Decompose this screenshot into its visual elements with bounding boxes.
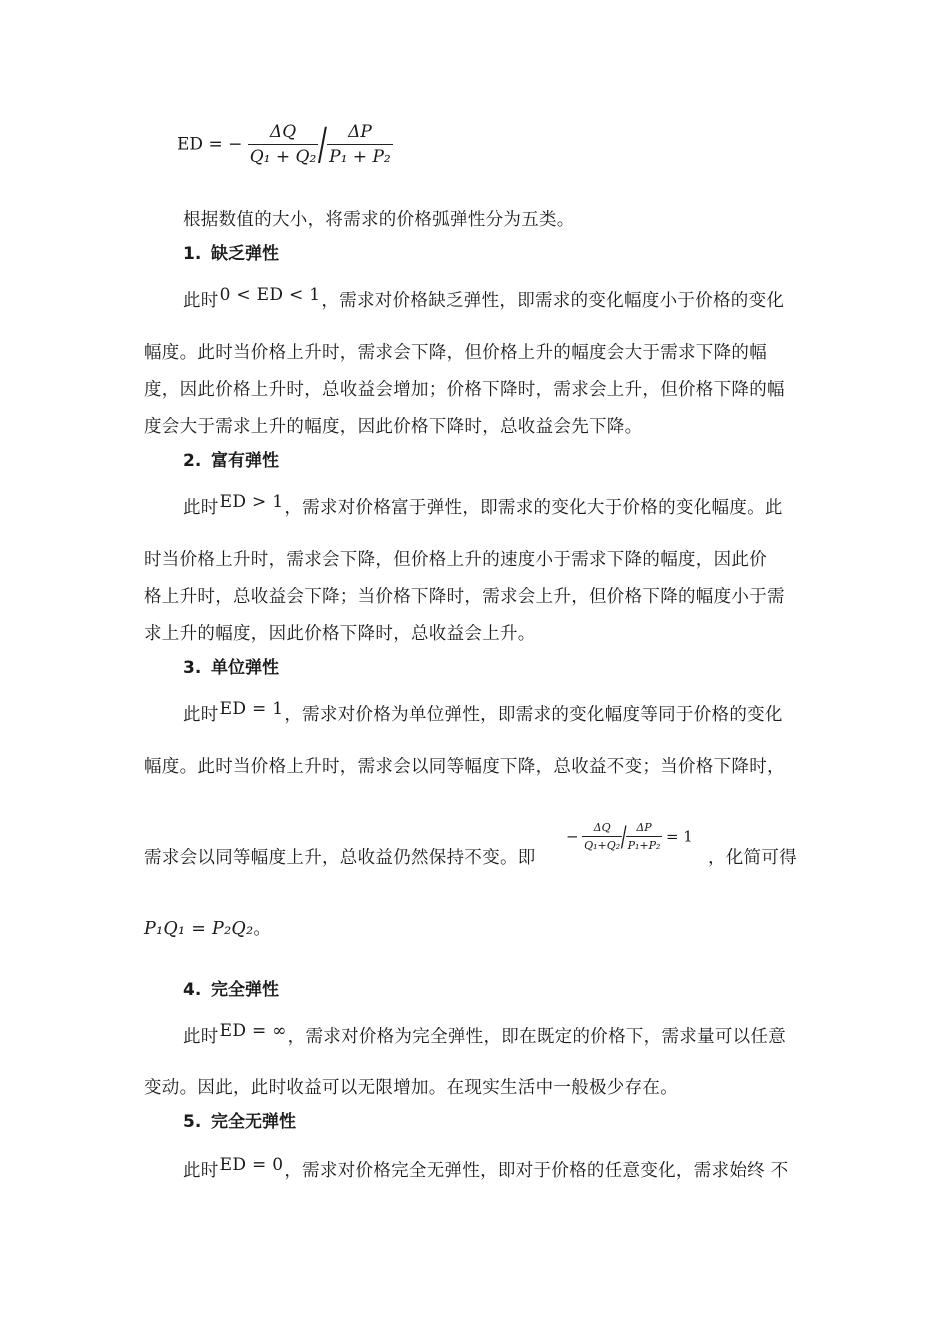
condition-math: ED > 1 [219,492,284,512]
section-4-line-2: 变动。因此，此时收益可以无限增加。在现实生活中一般极少存在。 [144,1078,678,1098]
section-heading-5: 5. 完全无弹性 [183,1112,296,1132]
condition-math: ED = 1 [219,699,284,719]
formula-fraction-1: $\frac{\Delta Q}{\text{Q₁ + Q₂}}$ [249,122,317,167]
section-3-line-3-tail: ，化简可得 [708,848,797,868]
section-3-result: P₁Q₁ = P₂Q₂。 [144,919,272,939]
condition-math: ED = ∞ [219,1021,287,1041]
section-heading-3: 3. 单位弹性 [183,658,279,678]
formula-fraction-2: $\frac{\Delta P}{\text{P₁ + P₂}}$ [329,122,391,167]
section-2-line-1: 此时ED > 1，需求对价格富于弹性，即需求的变化大于价格的变化幅度。此 [183,492,783,518]
section-3-line-1: 此时ED = 1，需求对价格为单位弹性，即需求的变化幅度等同于价格的变化 [183,699,783,725]
intro-paragraph: 根据数值的大小，将需求的价格弧弹性分为五类。 [183,210,575,230]
section-heading-4: 4. 完全弹性 [183,980,279,1000]
formula-lhs: ED = − [177,134,243,155]
section-heading-2: 2. 富有弹性 [183,451,279,471]
section-2-line-4: 求上升的幅度，因此价格下降时，总收益会上升。 [144,624,536,644]
section-1-line-3: 度，因此价格上升时，总收益会增加；价格下降时，需求会上升，但价格下降的幅 [144,380,785,400]
formula-slash: / [318,118,328,170]
unit-elasticity-formula: − $\frac{\Delta Q}{\text{Q₁+Q₂}}$ / $\frac{\Delta P}{\text{P₁+P₂}}$ = 1 [566,819,693,853]
section-5-line-1: 此时ED = 0，需求对价格完全无弹性，即对于价格的任意变化，需求始终 不 [183,1155,789,1181]
section-3-line-3: 需求会以同等幅度上升，总收益仍然保持不变。即 [144,848,536,868]
main-formula [177,118,393,170]
section-1-line-4: 度会大于需求上升的幅度，因此价格下降时，总收益会先下降。 [144,417,643,437]
section-3-line-2: 幅度。此时当价格上升时，需求会以同等幅度下降，总收益不变；当价格下降时， [144,757,785,777]
section-2-line-2: 时当价格上升时，需求会下降，但价格上升的速度小于需求下降的幅度，因此价 [144,550,767,570]
section-heading-1: 1. 缺乏弹性 [183,244,279,264]
section-4-line-1: 此时ED = ∞，需求对价格为完全弹性，即在既定的价格下，需求量可以任意 [183,1021,787,1047]
section-1-line-2: 幅度。此时当价格上升时，需求会下降，但价格上升的幅度会大于需求下降的幅 [144,343,767,363]
condition-math: 0 < ED < 1 [219,285,321,305]
section-1-line-1: 此时0 < ED < 1，需求对价格缺乏弹性，即需求的变化幅度小于价格的变化 [183,285,785,311]
section-2-line-3: 格上升时，总收益会下降；当价格下降时，需求会上升，但价格下降的幅度小于需 [144,587,785,607]
condition-math: ED = 0 [219,1155,284,1175]
